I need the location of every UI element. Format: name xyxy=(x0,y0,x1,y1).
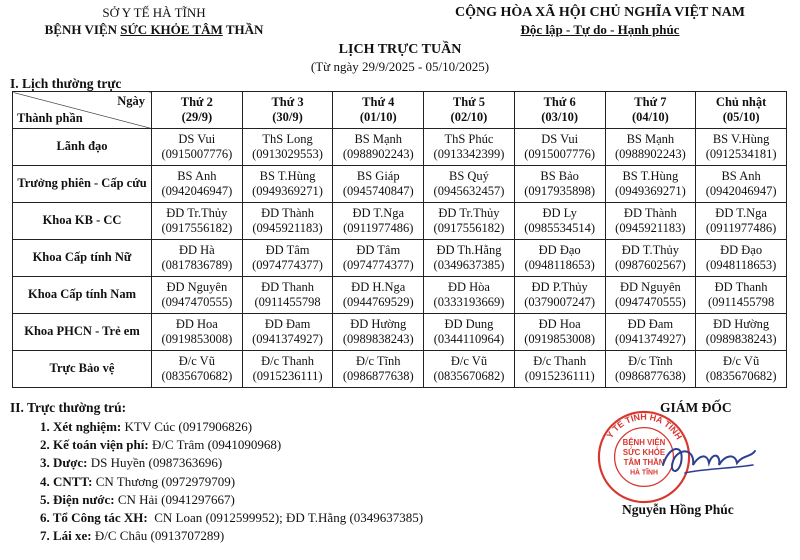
staff-name: ĐD Thanh xyxy=(261,279,314,294)
section2-title: II. Trực thường trú: xyxy=(10,400,127,415)
duty-cell xyxy=(514,240,605,277)
staff-name: DS Vui xyxy=(178,131,216,146)
duty-cell xyxy=(152,129,243,166)
duty-cell xyxy=(333,129,424,166)
staff-name: DS Vui xyxy=(541,131,579,146)
staff-name: ĐD Thành xyxy=(261,205,314,220)
staff-phone: (0915007776) xyxy=(524,147,596,161)
duty-cell xyxy=(152,203,243,240)
staff-phone: (0911455798 xyxy=(708,295,775,309)
director-title: GIÁM ĐỐC xyxy=(660,400,732,415)
staff-name: ĐD Thành xyxy=(623,205,677,220)
staff-name: ThS Long xyxy=(262,131,313,146)
staff-name: ĐD Hà xyxy=(178,242,215,257)
duty-cell xyxy=(152,351,243,388)
on-call-value: KTV Cúc (0917906826) xyxy=(121,419,253,434)
signer-name: Nguyễn Hồng Phúc xyxy=(622,502,734,517)
on-call-list xyxy=(40,418,423,545)
duty-cell xyxy=(696,277,787,314)
table-row xyxy=(13,314,787,351)
staff-name: ĐD Tr.Thủy xyxy=(166,205,228,220)
staff-name: ĐD Th.Hằng xyxy=(436,242,502,257)
staff-name: ĐD P.Thủy xyxy=(531,279,588,294)
date-range: (Từ ngày 29/9/2025 - 05/10/2025) xyxy=(310,59,490,74)
duty-cell xyxy=(605,203,696,240)
row-label: Lãnh đạo xyxy=(13,129,152,166)
staff-phone: (0949369271) xyxy=(252,184,323,198)
staff-name: ĐD Thanh xyxy=(714,279,768,294)
staff-name: ĐD Tâm xyxy=(356,242,401,257)
seal-line: HÀ TĨNH xyxy=(630,469,658,477)
staff-phone: (0986877638) xyxy=(342,369,414,383)
staff-name: ĐD Nguyên xyxy=(166,279,228,294)
staff-phone: (0941374927) xyxy=(614,332,686,346)
staff-phone: (0912534181) xyxy=(705,147,777,161)
duty-cell xyxy=(424,203,515,240)
list-item xyxy=(40,473,423,491)
row-label: Khoa Cấp tính Nam xyxy=(13,277,152,314)
row-label: Khoa KB - CC xyxy=(13,203,152,240)
section1-title: I. Lịch thường trực xyxy=(10,76,122,91)
staff-phone: (0988902243) xyxy=(614,147,686,161)
on-call-value: Đ/C Châu (0913707289) xyxy=(91,528,225,544)
duty-roster-table xyxy=(12,91,787,388)
list-item xyxy=(40,491,423,509)
staff-phone: (0333193669) xyxy=(433,295,505,309)
duty-cell xyxy=(605,166,696,203)
duty-cell xyxy=(242,166,333,203)
on-call-value: DS Huyền (0987363696) xyxy=(87,455,223,471)
staff-name: Đ/c Vũ xyxy=(722,353,760,368)
table-corner-header: Ngày Thành phần xyxy=(13,92,152,129)
staff-phone: (0944769529) xyxy=(342,295,414,309)
table-row xyxy=(13,129,787,166)
staff-phone: (0917556182) xyxy=(433,221,505,235)
duty-cell xyxy=(514,166,605,203)
duty-cell xyxy=(333,277,424,314)
seal-line: SỨC KHỎE xyxy=(622,448,666,458)
staff-name: ĐD H.Nga xyxy=(351,279,406,294)
duty-cell xyxy=(424,277,515,314)
duty-cell xyxy=(696,203,787,240)
row-label: Trực Bảo vệ xyxy=(13,351,152,388)
staff-name: Đ/c Vũ xyxy=(450,353,488,368)
staff-name: Đ/c Thanh xyxy=(261,353,314,368)
day-header: Thứ 6 (03/10) xyxy=(514,92,605,129)
duty-cell xyxy=(514,277,605,314)
duty-cell xyxy=(696,166,787,203)
duty-cell xyxy=(333,314,424,351)
national-header xyxy=(430,4,770,38)
staff-name: ĐD Đạo xyxy=(538,242,581,257)
staff-phone: (0947470555) xyxy=(161,295,233,309)
staff-phone: (0947470555) xyxy=(614,295,686,309)
day-header: Thứ 4 (01/10) xyxy=(333,92,424,129)
staff-phone: (0989838243) xyxy=(342,332,414,346)
day-header: Thứ 3 (30/9) xyxy=(242,92,333,129)
staff-name: BS Anh xyxy=(721,168,761,183)
staff-phone: (0913342399) xyxy=(433,147,505,161)
duty-cell xyxy=(242,314,333,351)
staff-phone: (0949369271) xyxy=(614,184,686,198)
table-row xyxy=(13,277,787,314)
duty-cell xyxy=(333,351,424,388)
staff-phone: (0913029553) xyxy=(252,147,323,161)
staff-phone: (0817836789) xyxy=(161,258,233,272)
on-call-label: 7. Lái xe: xyxy=(40,528,92,544)
on-call-label: 1. Xét nghiệm: xyxy=(40,419,122,434)
list-item xyxy=(40,454,423,472)
row-label: Trưởng phiên - Cấp cứu xyxy=(13,166,152,203)
table-row xyxy=(13,240,787,277)
staff-phone: (0919853008) xyxy=(524,332,596,346)
staff-phone: (0911455798 xyxy=(254,295,321,309)
staff-phone: (0941374927) xyxy=(252,332,323,346)
row-label: Khoa PHCN - Trẻ em xyxy=(13,314,152,351)
staff-phone: (0987602567) xyxy=(614,258,686,272)
list-item xyxy=(40,436,423,454)
staff-phone: (0985534514) xyxy=(524,221,596,235)
duty-cell xyxy=(605,240,696,277)
duty-cell xyxy=(152,314,243,351)
staff-name: ThS Phúc xyxy=(444,131,494,146)
duty-cell xyxy=(605,314,696,351)
staff-name: ĐD Tâm xyxy=(265,242,310,257)
staff-phone: (0344110964) xyxy=(433,332,505,346)
staff-phone: (0915236111) xyxy=(524,369,595,383)
staff-phone: (0989838243) xyxy=(705,332,777,346)
duty-cell xyxy=(152,166,243,203)
seal-line: BỆNH VIỆN xyxy=(622,438,666,448)
list-item xyxy=(40,509,423,527)
staff-name: Đ/c Tĩnh xyxy=(355,353,401,368)
staff-name: ĐD Hường xyxy=(350,316,407,331)
duty-cell xyxy=(605,277,696,314)
on-call-value: CN Loan (0912599952); ĐD T.Hằng (0349637385) xyxy=(147,510,424,526)
staff-name: Đ/c Tĩnh xyxy=(628,353,673,368)
staff-name: BS Mạnh xyxy=(626,131,675,146)
row-label: Khoa Cấp tính Nữ xyxy=(13,240,152,277)
on-call-label: 6. Tổ Công tác XH: xyxy=(40,510,148,526)
staff-phone: (0835670682) xyxy=(705,369,777,383)
staff-name: ĐD T.Thủy xyxy=(621,242,679,257)
staff-name: ĐD Tr.Thủy xyxy=(438,205,500,220)
staff-name: ĐD Dung xyxy=(444,316,494,331)
staff-phone: (0379007247) xyxy=(524,295,596,309)
staff-phone: (0915236111) xyxy=(252,369,323,383)
staff-phone: (0945921183) xyxy=(252,221,323,235)
duty-cell xyxy=(696,129,787,166)
table-row xyxy=(13,166,787,203)
list-item xyxy=(40,527,423,545)
duty-cell xyxy=(514,351,605,388)
staff-phone: (0917935898) xyxy=(524,184,596,198)
on-call-label: 3. Dược: xyxy=(40,455,88,471)
seal-line: TÂM THẦN xyxy=(623,457,665,467)
staff-phone: (0919853008) xyxy=(161,332,233,346)
on-call-value: CN Thương (0972979709) xyxy=(92,473,236,489)
duty-cell xyxy=(424,166,515,203)
staff-phone: (0911977486) xyxy=(705,221,777,235)
staff-name: ĐD Ly xyxy=(542,205,577,220)
seal-ring-text: Y TẾ TỈNH HÀ TĨNH xyxy=(604,411,685,442)
staff-name: ĐD Đam xyxy=(264,316,311,331)
national-motto: Độc lập - Tự do - Hạnh phúc xyxy=(520,22,680,37)
staff-name: BS Anh xyxy=(177,168,217,183)
staff-name: ĐD T.Nga xyxy=(352,205,405,220)
director-signature xyxy=(655,425,765,490)
staff-phone: (0988902243) xyxy=(342,147,414,161)
duty-cell xyxy=(424,129,515,166)
on-call-label: 4. CNTT: xyxy=(40,473,93,489)
staff-name: ĐD Đam xyxy=(627,316,674,331)
staff-phone: (0974774377) xyxy=(252,258,323,272)
staff-phone: (0835670682) xyxy=(161,369,233,383)
staff-phone: (0945740847) xyxy=(342,184,414,198)
staff-name: ĐD Nguyên xyxy=(619,279,681,294)
staff-name: ĐD Hoa xyxy=(175,316,218,331)
org-header xyxy=(20,4,288,38)
staff-name: ĐD Hoa xyxy=(538,316,581,331)
duty-cell xyxy=(333,240,424,277)
staff-phone: (0917556182) xyxy=(161,221,233,235)
staff-name: BS T.Hùng xyxy=(259,168,316,183)
department-name: SỞ Y TẾ HÀ TĨNH xyxy=(102,5,206,20)
staff-name: ĐD T.Nga xyxy=(715,205,767,220)
staff-name: BS Bảo xyxy=(540,168,579,183)
duty-cell xyxy=(242,277,333,314)
staff-phone: (0986877638) xyxy=(614,369,686,383)
duty-cell xyxy=(514,203,605,240)
national-name: CỘNG HÒA XÃ HỘI CHỦ NGHĨA VIỆT NAM xyxy=(454,5,745,20)
staff-phone: (0945632457) xyxy=(433,184,505,198)
staff-phone: (0911977486) xyxy=(343,221,414,235)
staff-phone: (0915007776) xyxy=(161,147,233,161)
on-call-value: Đ/C Trâm (0941090968) xyxy=(148,437,282,453)
staff-name: ĐD Đạo xyxy=(720,242,763,257)
staff-phone: (0948118653) xyxy=(705,258,777,272)
duty-cell xyxy=(514,129,605,166)
duty-cell xyxy=(152,240,243,277)
duty-cell xyxy=(514,314,605,351)
staff-name: ĐD Hường xyxy=(713,316,770,331)
duty-cell xyxy=(242,240,333,277)
on-call-label: 5. Điện nước: xyxy=(40,491,115,507)
staff-name: Đ/c Thanh xyxy=(533,353,587,368)
staff-phone: (0942046947) xyxy=(705,184,777,198)
duty-cell xyxy=(242,129,333,166)
staff-name: BS Quý xyxy=(448,168,489,183)
staff-phone: (0835670682) xyxy=(433,369,505,383)
duty-cell xyxy=(605,351,696,388)
table-row xyxy=(13,351,787,388)
duty-cell xyxy=(152,277,243,314)
page-title: LỊCH TRỰC TUẦN xyxy=(338,42,462,57)
staff-name: BS Giáp xyxy=(356,168,400,183)
table-row xyxy=(13,203,787,240)
duty-cell xyxy=(242,203,333,240)
staff-name: BS Mạnh xyxy=(354,131,403,146)
duty-cell xyxy=(696,351,787,388)
duty-cell xyxy=(605,129,696,166)
duty-cell xyxy=(424,351,515,388)
duty-cell xyxy=(424,240,515,277)
on-call-value: CN Hải (0941297667) xyxy=(114,491,235,507)
staff-name: BS T.Hùng xyxy=(622,168,679,183)
duty-cell xyxy=(424,314,515,351)
staff-phone: (0349637385) xyxy=(433,258,505,272)
on-call-label: 2. Kế toán viện phí: xyxy=(40,437,149,453)
list-item xyxy=(40,418,423,436)
staff-phone: (0948118653) xyxy=(524,258,595,272)
duty-cell xyxy=(333,166,424,203)
staff-phone: (0942046947) xyxy=(161,184,233,198)
staff-phone: (0974774377) xyxy=(342,258,414,272)
duty-cell xyxy=(696,240,787,277)
hospital-name: BỆNH VIỆN SỨC KHỎE TÂM THẦN xyxy=(44,22,264,37)
staff-phone: (0945921183) xyxy=(615,221,686,235)
staff-name: BS V.Hùng xyxy=(712,131,770,146)
day-header: Thứ 7 (04/10) xyxy=(605,92,696,129)
duty-cell xyxy=(696,314,787,351)
staff-name: Đ/c Vũ xyxy=(178,353,215,368)
day-header: Thứ 5 (02/10) xyxy=(424,92,515,129)
duty-cell xyxy=(333,203,424,240)
day-header: Chủ nhật (05/10) xyxy=(696,92,787,129)
day-header: Thứ 2 (29/9) xyxy=(152,92,243,129)
duty-cell xyxy=(242,351,333,388)
staff-name: ĐD Hòa xyxy=(447,279,490,294)
